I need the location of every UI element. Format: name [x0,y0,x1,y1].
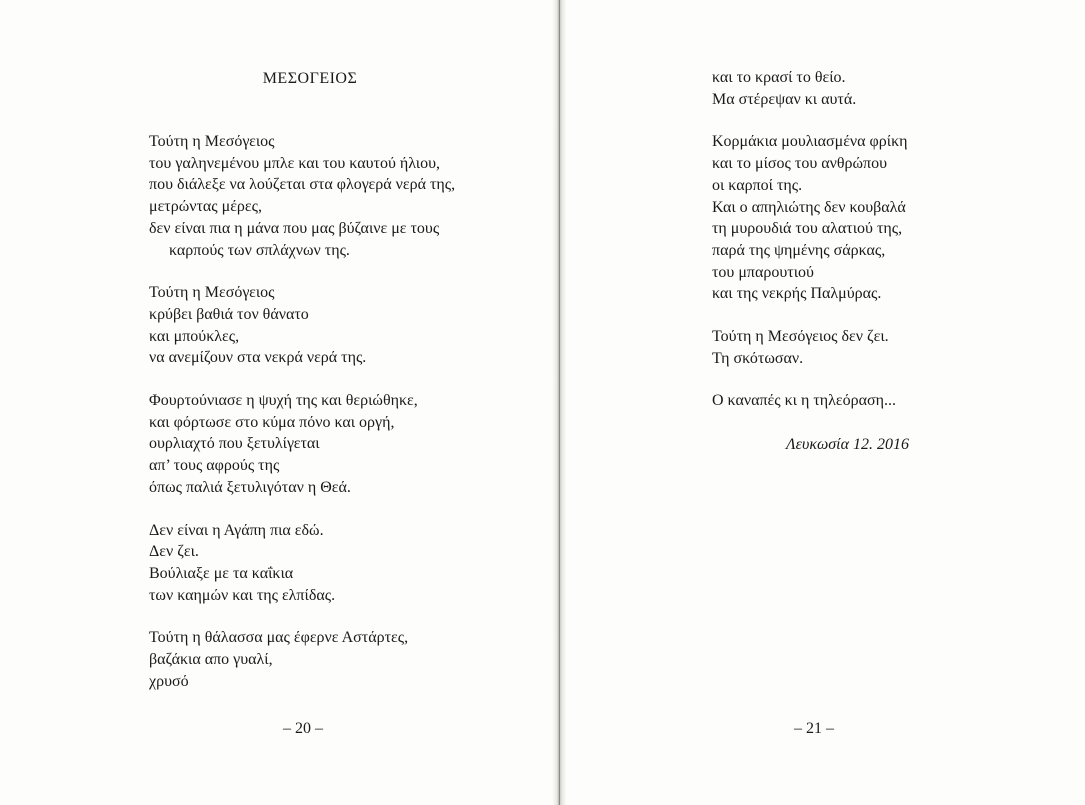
stanza [712,131,908,305]
stanza [149,520,455,607]
poem-line: Δεν ζει. [149,543,199,561]
poem-line: απ’ τους αφρούς της [149,457,280,475]
poem-line: κρύβει βαθιά τον θάνατο [149,305,309,323]
poem-line: του γαληνεμένου μπλε και του καυτού ήλιου, [149,154,441,172]
right-poem-body [712,67,908,433]
poem-line: του μπαρουτιού [712,263,814,281]
poem-line: Ο καναπές κι η τηλεόραση... [712,392,896,410]
poem-signature: Λευκωσία 12. 2016 [786,436,910,453]
poem-line: και μπούκλες, [149,327,240,345]
poem-line: όπως παλιά ξετυλιγόταν η Θεά. [149,478,351,496]
poem-line: και της νεκρής Παλμύρας. [712,285,882,303]
poem-line: δεν είναι πια η μάνα που μας βύζαινε με τους [149,219,440,237]
poem-line: Τούτη η Μεσόγειος [149,284,275,302]
poem-line: οι καρποί της. [712,176,803,194]
poem-line: παρά της ψημένης σάρκας, [712,241,886,259]
poem-line: Τούτη η θάλασσα μας έφερνε Αστάρτες, [149,629,409,647]
poem-line: Βούλιαξε με τα καΐκια [149,564,294,582]
page-number-right: – 21 – [794,720,834,737]
poem-line: μετρώντας μέρες, [149,198,262,216]
poem-line: Δεν είναι η Αγάπη πια εδώ. [149,521,324,539]
stanza [149,282,455,369]
poem-line: Τούτη η Μεσόγειος [149,133,275,150]
poem-line: Τη σκότωσαν. [712,349,804,367]
poem-line: ουρλιαχτό που ξετυλίγεται [149,435,320,453]
stanza [712,326,908,369]
poem-line: και το κρασί το θείο. [712,69,846,86]
poem-line: να ανεμίζουν στα νεκρά νερά της. [149,349,367,367]
stanza [149,390,455,499]
poem-line: τη μυρουδιά του αλατιού της, [712,220,903,238]
poem-line: των καημών και της ελπίδας. [149,586,336,604]
page-number-left: – 20 – [283,720,323,737]
poem-line: Μα στέρεψαν κι αυτά. [712,90,857,108]
poem-line: χρυσό [149,672,189,690]
poem-line: και φόρτωσε στο κύμα πόνο και οργή, [149,413,395,431]
poem-line: Και ο απηλιώτης δεν κουβαλά [712,198,906,216]
stanza [149,131,455,261]
poem-line: Κορμάκια μουλιασμένα φρίκη [712,133,908,151]
poem-line: καρπούς των σπλάχνων της. [169,241,350,259]
poem-line: και το μίσος του ανθρώπου [712,155,888,173]
stanza [712,390,908,412]
poem-title: ΜΕΣΟΓΕΙΟΣ [262,70,358,87]
gutter-fold [559,0,560,805]
right-page [566,0,1085,805]
stanza [149,627,455,692]
poem-line: βαζάκια απο γυαλί, [149,651,273,669]
left-poem-body [149,131,455,713]
poem-line: Τούτη η Μεσόγειος δεν ζει. [712,328,889,346]
stanza [712,67,908,110]
poem-line: Φουρτούνιασε η ψυχή της και θεριώθηκε, [149,392,418,410]
poem-line: που διάλεξε να λούζεται στα φλογερά νερά της, [149,176,456,194]
